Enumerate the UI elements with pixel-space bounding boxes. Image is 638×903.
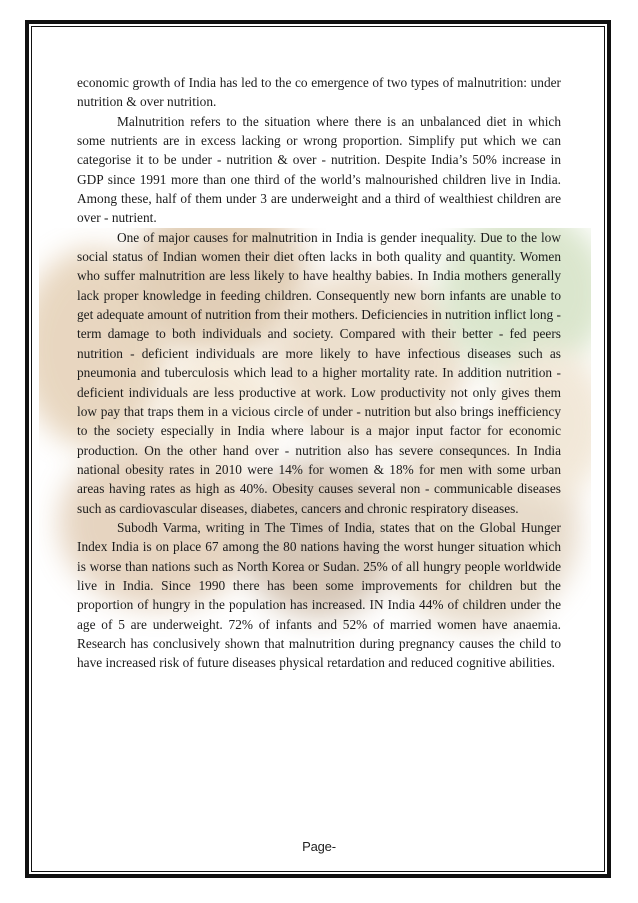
paragraph: Subodh Varma, writing in The Times of India, states that on the Global Hunger Index India is on place 67 among the 80 nations having the worst hunger situation which is worse than nations such as North Korea or Sudan. 25% of all hungry people worldwide live in India. Since 1990 there has been some improvements for children but the proportion of hungry in the population has increased. IN India 44% of children under the age of 5 are underweight. 72% of infants and 52% of married women have anaemia. Research has conclusively shown that malnutrition during pregnancy causes the child to have increased risk of future diseases physical retardation and reduced cognitive abilities. (77, 519, 561, 671)
paragraph: Malnutrition refers to the situation where there is an unbalanced diet in which some nutrients are in excess lacking or wrong proportion. Simplify put which we can categorise it to be under - nutrition & over - nutrition. Despite India’s 50% increase in GDP since 1991 more than one third of the world’s malnourished children live in India. Among these, half of them under 3 are underweight and a third of wealthiest children are over - nutrient. (77, 113, 561, 226)
page-footer: Page- (302, 839, 336, 854)
paragraph: economic growth of India has led to the co emergence of two types of malnutrition: under nutrition & over nutrition. (77, 75, 561, 110)
paragraph: One of major causes for malnutrition in India is gender inequality. Due to the low social status of Indian women their diet often lacks in both quality and quantity. Women who suffer malnutrition are less likely to have healthy babies. In India mothers generally lack proper knowledge in feeding children. Consequently new born infants are unable to get adequate amount of nutrition from their mothers. Deficiencies in nutrition inflict long - term damage to both individuals and society. Compared with their better - fed peers nutrition - deficient individuals are more likely to have infectious diseases such as pneumonia and tuberculosis which lead to a higher mortality rate. In addition nutrition - deficient individuals are less productive at work. Low productivity not only gives them low pay that traps them in a vicious circle of under - nutrition but also brings inefficiency to the society especially in India where labour is a major input factor for economic production. On the other hand over - nutrition also has severe consequnces. In India national obesity rates in 2010 were 14% for women & 18% for men with some urban areas having rates as high as 40%. Obesity causes several non - communicable diseases such as cardiovascular diseases, diabetes, cancers and chronic respiratory diseases. (77, 229, 561, 516)
document-body (77, 73, 561, 673)
